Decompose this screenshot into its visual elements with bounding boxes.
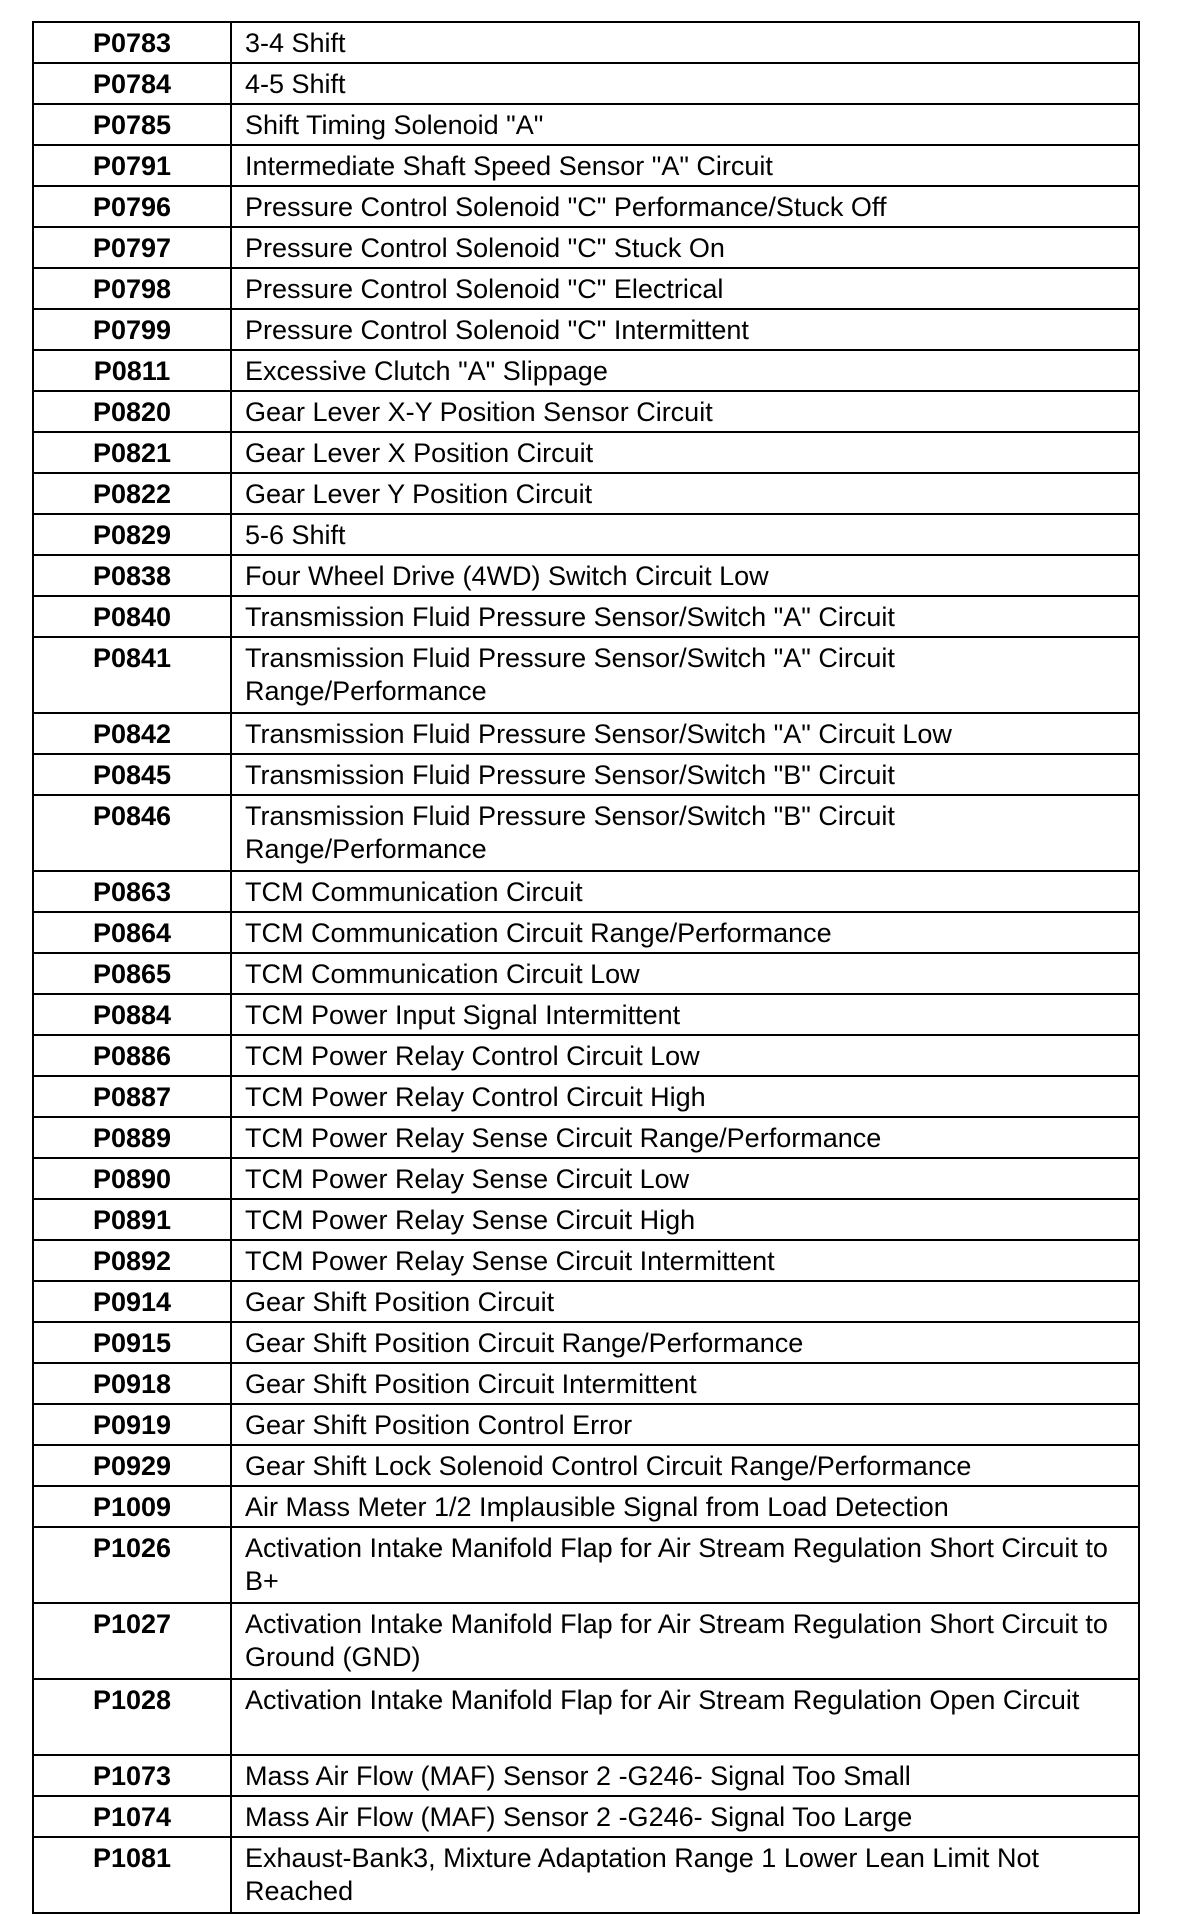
dtc-description-cell: 5-6 Shift (231, 514, 1139, 555)
table-row (33, 186, 1139, 227)
dtc-description-cell: Intermediate Shaft Speed Sensor "A" Circuit (231, 145, 1139, 186)
dtc-description-cell: Excessive Clutch "A" Slippage (231, 350, 1139, 391)
dtc-description-cell: Transmission Fluid Pressure Sensor/Switch "A" Circuit Range/Performance (231, 637, 1139, 713)
table-row (33, 871, 1139, 912)
dtc-description-cell: Transmission Fluid Pressure Sensor/Switch "A" Circuit Low (231, 713, 1139, 754)
dtc-description-cell: Gear Lever X Position Circuit (231, 432, 1139, 473)
table-row (33, 1240, 1139, 1281)
dtc-code-cell: P1074 (33, 1796, 231, 1837)
dtc-description-cell: Transmission Fluid Pressure Sensor/Switch "B" Circuit Range/Performance (231, 795, 1139, 871)
table-row (33, 1322, 1139, 1363)
table-row (33, 1755, 1139, 1796)
table-row (33, 1486, 1139, 1527)
dtc-description-cell: Gear Lever Y Position Circuit (231, 473, 1139, 514)
dtc-code-cell: P0889 (33, 1117, 231, 1158)
dtc-description-cell: Exhaust-Bank3, Mixture Adaptation Range 1 Lower Lean Limit Not Reached (231, 1837, 1139, 1913)
table-row (33, 1076, 1139, 1117)
dtc-description-cell: Gear Lever X-Y Position Sensor Circuit (231, 391, 1139, 432)
table-row (33, 754, 1139, 795)
table-row (33, 391, 1139, 432)
dtc-description-cell: Gear Shift Position Circuit (231, 1281, 1139, 1322)
dtc-code-cell: P0891 (33, 1199, 231, 1240)
dtc-code-cell: P0918 (33, 1363, 231, 1404)
dtc-code-cell: P0829 (33, 514, 231, 555)
dtc-code-cell: P0811 (33, 350, 231, 391)
dtc-code-cell: P0864 (33, 912, 231, 953)
dtc-code-cell: P1028 (33, 1679, 231, 1755)
table-row (33, 1158, 1139, 1199)
dtc-code-cell: P0884 (33, 994, 231, 1035)
table-row (33, 514, 1139, 555)
table-row (33, 1445, 1139, 1486)
table-row (33, 555, 1139, 596)
dtc-code-cell: P0915 (33, 1322, 231, 1363)
dtc-description-cell: Gear Shift Position Circuit Intermittent (231, 1363, 1139, 1404)
dtc-description-cell: Mass Air Flow (MAF) Sensor 2 -G246- Signal Too Large (231, 1796, 1139, 1837)
table-row (33, 1363, 1139, 1404)
dtc-code-cell: P1026 (33, 1527, 231, 1603)
dtc-code-cell: P0840 (33, 596, 231, 637)
dtc-description-cell: TCM Power Input Signal Intermittent (231, 994, 1139, 1035)
dtc-table-body (33, 22, 1139, 1913)
dtc-description-cell: Four Wheel Drive (4WD) Switch Circuit Low (231, 555, 1139, 596)
dtc-description-cell: 3-4 Shift (231, 22, 1139, 63)
dtc-description-cell: TCM Power Relay Sense Circuit Low (231, 1158, 1139, 1199)
dtc-description-cell: TCM Communication Circuit Low (231, 953, 1139, 994)
dtc-description-cell: Transmission Fluid Pressure Sensor/Switch "B" Circuit (231, 754, 1139, 795)
dtc-code-cell: P0797 (33, 227, 231, 268)
dtc-code-cell: P0841 (33, 637, 231, 713)
dtc-description-cell: Air Mass Meter 1/2 Implausible Signal from Load Detection (231, 1486, 1139, 1527)
table-row (33, 1281, 1139, 1322)
table-row (33, 1035, 1139, 1076)
dtc-code-cell: P1073 (33, 1755, 231, 1796)
dtc-code-cell: P1009 (33, 1486, 231, 1527)
dtc-code-cell: P0785 (33, 104, 231, 145)
table-row (33, 350, 1139, 391)
dtc-code-cell: P0821 (33, 432, 231, 473)
dtc-description-cell: Mass Air Flow (MAF) Sensor 2 -G246- Signal Too Small (231, 1755, 1139, 1796)
table-row (33, 637, 1139, 713)
dtc-description-cell: Pressure Control Solenoid "C" Stuck On (231, 227, 1139, 268)
dtc-description-cell: Activation Intake Manifold Flap for Air Stream Regulation Short Circuit to B+ (231, 1527, 1139, 1603)
dtc-code-cell: P0791 (33, 145, 231, 186)
table-row (33, 795, 1139, 871)
table-row (33, 1117, 1139, 1158)
table-row (33, 912, 1139, 953)
dtc-code-cell: P0796 (33, 186, 231, 227)
table-row (33, 309, 1139, 350)
dtc-code-cell: P0892 (33, 1240, 231, 1281)
dtc-description-cell: Pressure Control Solenoid "C" Performance/Stuck Off (231, 186, 1139, 227)
dtc-code-cell: P0919 (33, 1404, 231, 1445)
dtc-code-cell: P0863 (33, 871, 231, 912)
dtc-description-cell: Pressure Control Solenoid "C" Electrical (231, 268, 1139, 309)
dtc-description-cell: TCM Communication Circuit (231, 871, 1139, 912)
dtc-code-cell: P0784 (33, 63, 231, 104)
dtc-description-cell: TCM Communication Circuit Range/Performance (231, 912, 1139, 953)
table-row (33, 473, 1139, 514)
table-row (33, 104, 1139, 145)
table-row (33, 1679, 1139, 1755)
dtc-code-cell: P1027 (33, 1603, 231, 1679)
table-row (33, 1199, 1139, 1240)
table-row (33, 268, 1139, 309)
table-row (33, 994, 1139, 1035)
dtc-code-cell: P0842 (33, 713, 231, 754)
dtc-code-cell: P0887 (33, 1076, 231, 1117)
dtc-code-cell: P0890 (33, 1158, 231, 1199)
dtc-description-cell: Activation Intake Manifold Flap for Air Stream Regulation Short Circuit to Ground (GND) (231, 1603, 1139, 1679)
dtc-code-cell: P0865 (33, 953, 231, 994)
dtc-code-cell: P0798 (33, 268, 231, 309)
dtc-code-table (32, 21, 1140, 1914)
table-row (33, 1603, 1139, 1679)
table-row (33, 596, 1139, 637)
table-row (33, 1837, 1139, 1913)
dtc-description-cell: Gear Shift Position Circuit Range/Performance (231, 1322, 1139, 1363)
dtc-code-cell: P0846 (33, 795, 231, 871)
dtc-description-cell: Gear Shift Position Control Error (231, 1404, 1139, 1445)
table-row (33, 145, 1139, 186)
table-row (33, 1527, 1139, 1603)
dtc-code-cell: P1081 (33, 1837, 231, 1913)
dtc-description-cell: TCM Power Relay Sense Circuit High (231, 1199, 1139, 1240)
dtc-code-cell: P0845 (33, 754, 231, 795)
table-row (33, 227, 1139, 268)
dtc-code-cell: P0820 (33, 391, 231, 432)
dtc-description-cell: TCM Power Relay Control Circuit Low (231, 1035, 1139, 1076)
table-row (33, 1796, 1139, 1837)
table-row (33, 713, 1139, 754)
dtc-code-cell: P0914 (33, 1281, 231, 1322)
dtc-description-cell: 4-5 Shift (231, 63, 1139, 104)
dtc-description-cell: Transmission Fluid Pressure Sensor/Switch "A" Circuit (231, 596, 1139, 637)
dtc-description-cell: Gear Shift Lock Solenoid Control Circuit Range/Performance (231, 1445, 1139, 1486)
table-row (33, 1404, 1139, 1445)
dtc-description-cell: TCM Power Relay Sense Circuit Intermittent (231, 1240, 1139, 1281)
dtc-code-cell: P0822 (33, 473, 231, 514)
table-row (33, 953, 1139, 994)
dtc-code-cell: P0838 (33, 555, 231, 596)
table-row (33, 432, 1139, 473)
table-row (33, 22, 1139, 63)
dtc-code-cell: P0783 (33, 22, 231, 63)
dtc-description-cell: Shift Timing Solenoid "A" (231, 104, 1139, 145)
dtc-description-cell: Pressure Control Solenoid "C" Intermittent (231, 309, 1139, 350)
table-row (33, 63, 1139, 104)
dtc-description-cell: Activation Intake Manifold Flap for Air Stream Regulation Open Circuit (231, 1679, 1139, 1755)
dtc-code-cell: P0886 (33, 1035, 231, 1076)
dtc-description-cell: TCM Power Relay Control Circuit High (231, 1076, 1139, 1117)
dtc-code-cell: P0799 (33, 309, 231, 350)
dtc-description-cell: TCM Power Relay Sense Circuit Range/Performance (231, 1117, 1139, 1158)
dtc-code-cell: P0929 (33, 1445, 231, 1486)
